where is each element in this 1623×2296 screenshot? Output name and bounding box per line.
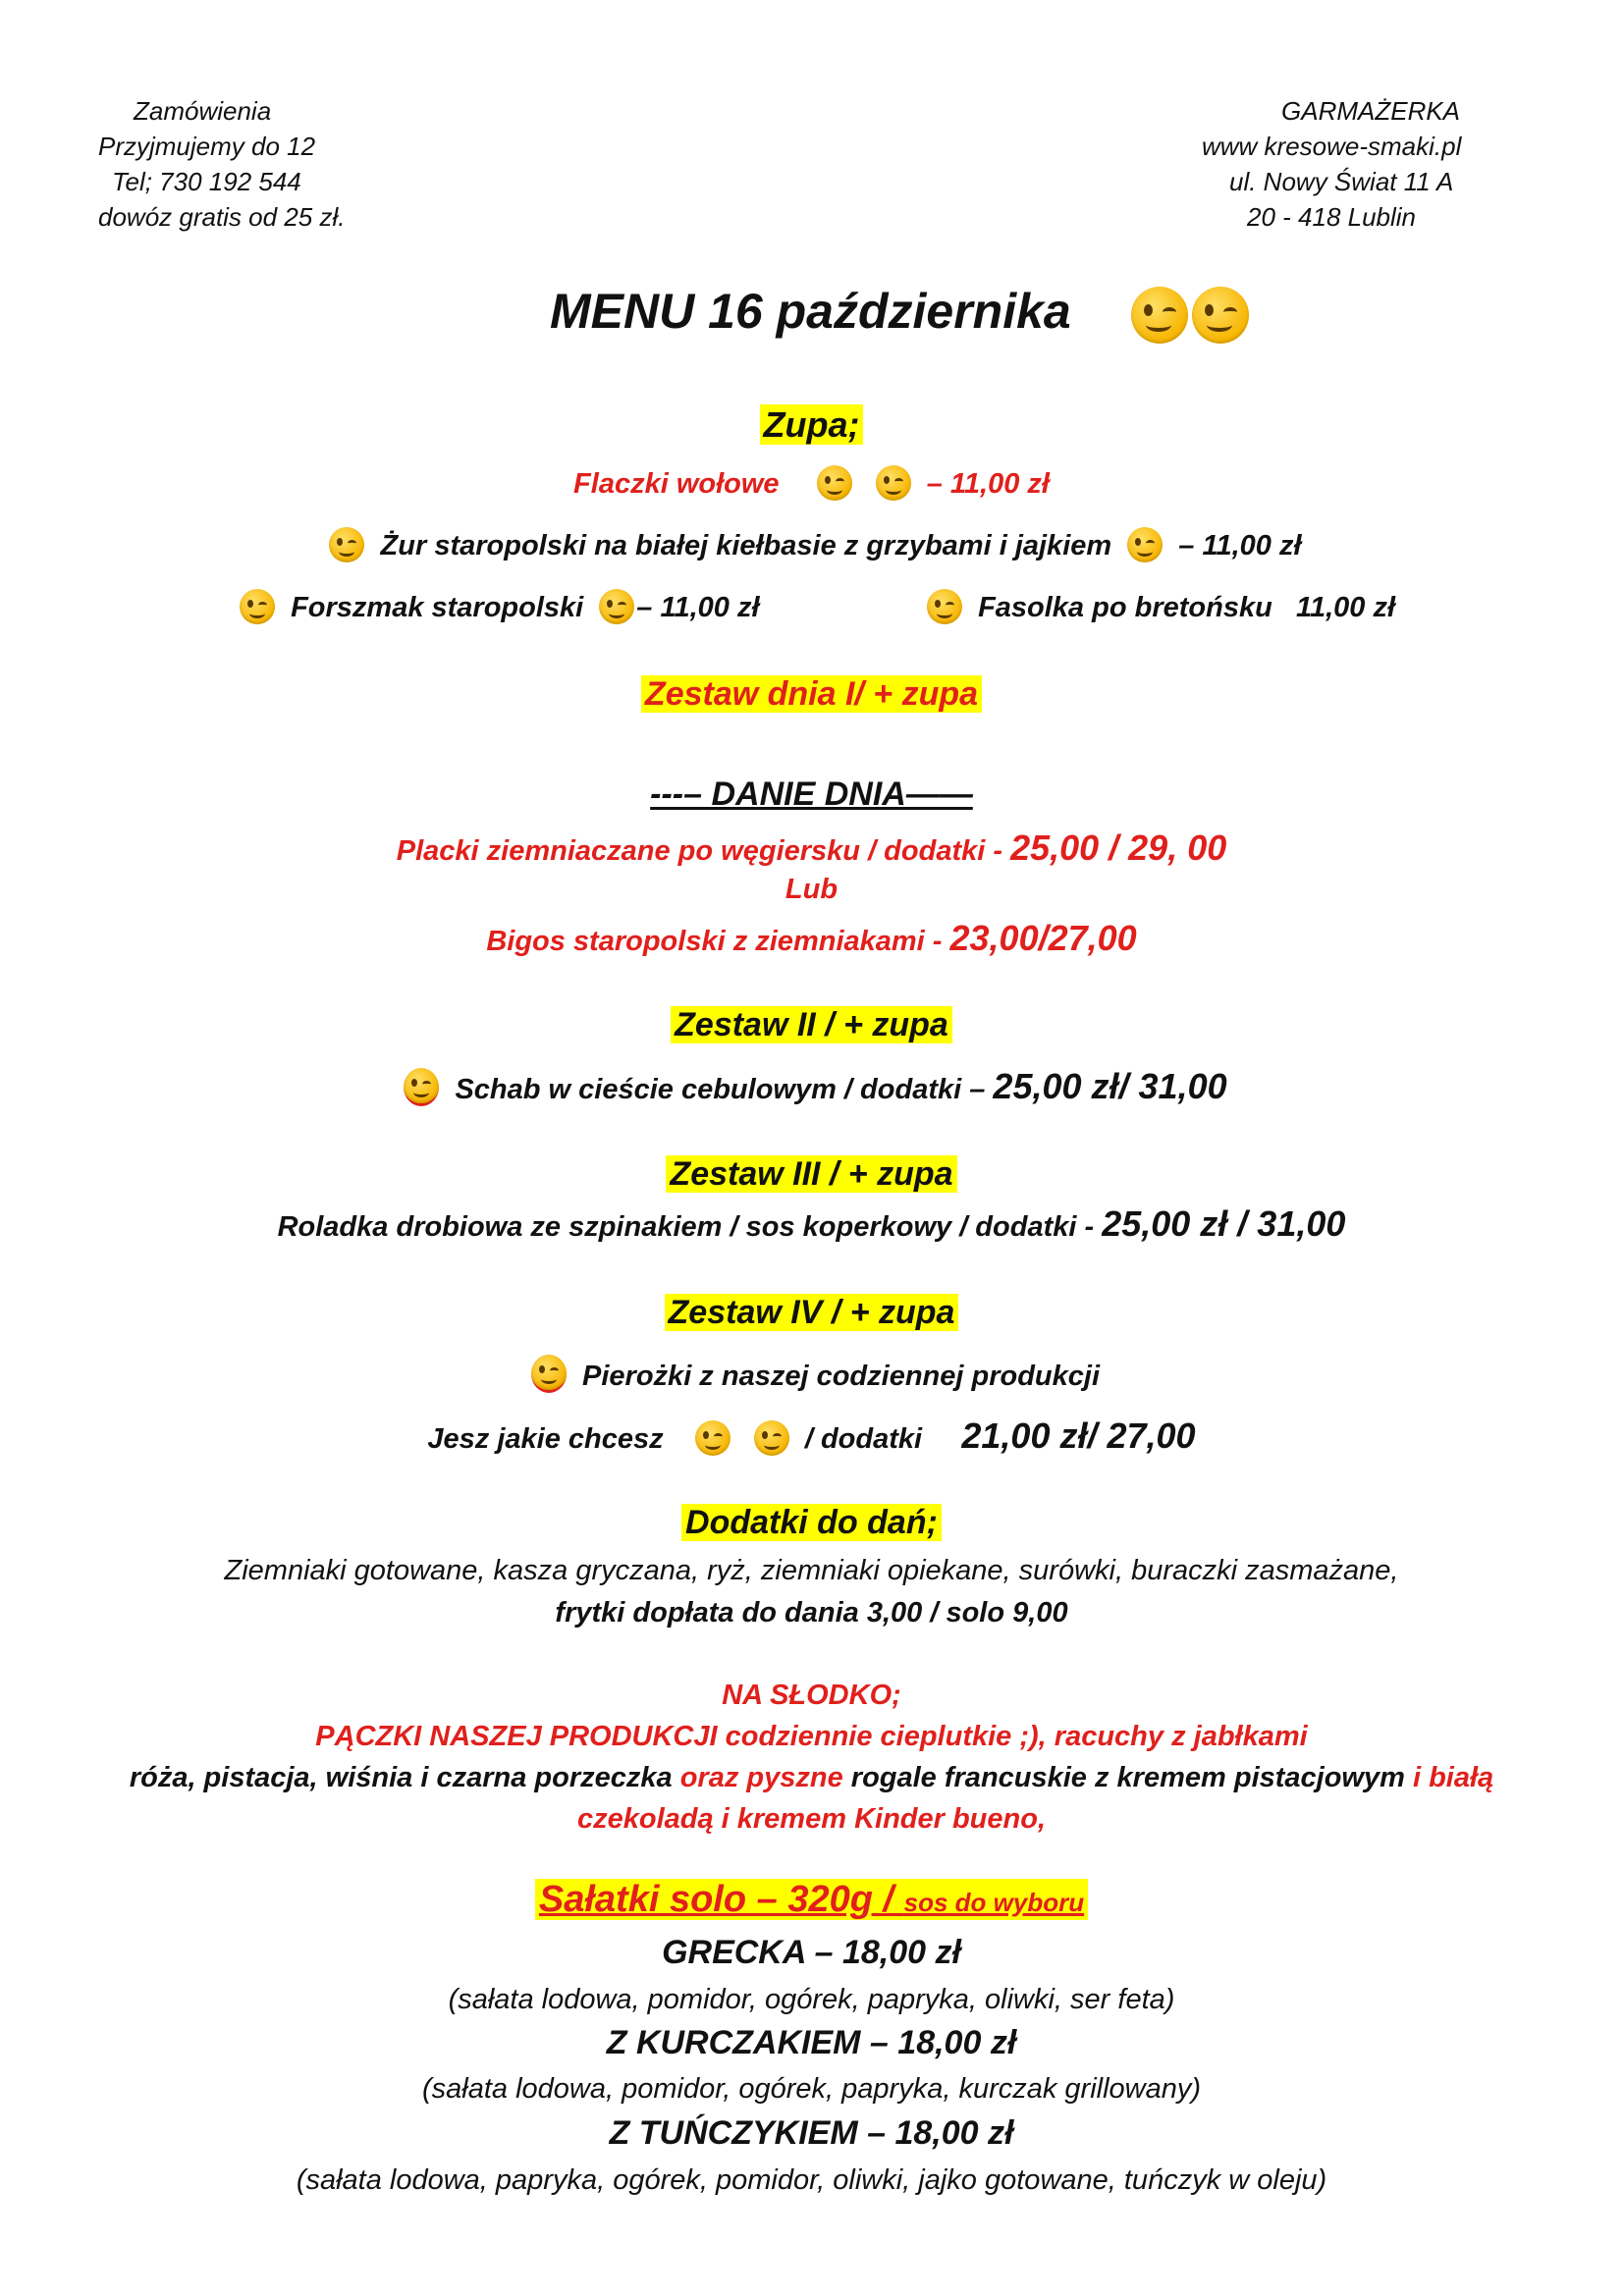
header-orders: Zamówienia — [134, 96, 272, 126]
zupa-item-2-name: Żur staropolski na białej kiełbasie z grzybami i jajkiem — [380, 530, 1112, 561]
page-title-text: MENU 16 października — [550, 284, 1071, 339]
winking-face-icon — [329, 527, 364, 562]
zupa-item-4-price: 11,00 zł — [1295, 592, 1396, 623]
salatki-heading-sub: sos do wyboru — [903, 1888, 1085, 1917]
zupa-item-2-price: – 11,00 zł — [1178, 530, 1302, 561]
zupa-item-4-name: Fasolka po bretońsku — [978, 592, 1272, 623]
salatka-tunczyk-name: Z TUŃCZYKIEM – 18,00 zł — [609, 2114, 1014, 2152]
salatki-heading-main: Sałatki solo – 320g / — [538, 1879, 904, 1920]
zestaw4-line-2-price: 21,00 zł/ 27,00 — [961, 1415, 1196, 1456]
slodko-line-2 — [0, 1762, 1623, 1794]
page-title — [550, 283, 1071, 340]
winking-face-icon — [1192, 287, 1249, 344]
zupa-item-2 — [0, 527, 1623, 562]
winking-face-icon — [240, 589, 275, 624]
salatka-kurczak-desc: (sałata lodowa, pomidor, ogórek, papryka, kurczak grillowany) — [421, 2073, 1202, 2105]
header-delivery: dowóz gratis od 25 zł. — [98, 202, 346, 232]
header-website: www kresowe-smaki.pl — [1202, 132, 1462, 161]
zupa-item-1-price: – 11,00 zł — [926, 468, 1050, 500]
slodko-line-3: czekoladą i kremem Kinder bueno, — [576, 1803, 1047, 1835]
slodko-line-1-b: codziennie cieplutkie ;), racuchy z jabłkami — [717, 1721, 1308, 1752]
slodko-line-2-d: i białą — [1404, 1762, 1494, 1793]
winking-face-icon — [754, 1420, 789, 1456]
zupa-item-3 — [232, 589, 760, 624]
dodatki-heading: Dodatki do dań; — [0, 1504, 1623, 1542]
zestaw1-item-1 — [0, 828, 1623, 869]
winking-face-icon — [817, 465, 852, 501]
salatka-kurczak-name: Z KURCZAKIEM – 18,00 zł — [606, 2024, 1017, 2061]
winking-face-icon — [599, 589, 634, 624]
header-company: GARMAŻERKA — [1281, 96, 1461, 126]
winking-face-icon — [531, 1355, 567, 1393]
header-right — [1178, 93, 1532, 235]
zestaw3-heading: Zestaw III / + zupa — [0, 1155, 1623, 1194]
zestaw4-heading: Zestaw IV / + zupa — [0, 1294, 1623, 1332]
zestaw2-heading: Zestaw II / + zupa — [0, 1006, 1623, 1044]
winking-face-icon — [1131, 287, 1188, 344]
winking-face-icon — [404, 1068, 439, 1106]
zupa-heading: Zupa; — [0, 404, 1623, 446]
zupa-item-4 — [919, 589, 1395, 624]
header-left — [98, 93, 393, 235]
zestaw4-line-2 — [0, 1415, 1623, 1457]
zestaw1-item-2 — [0, 918, 1623, 959]
zestaw2-item-name: Schab w cieście cebulowym / dodatki – — [455, 1074, 994, 1105]
dodatki-line-1: Ziemniaki gotowane, kasza gryczana, ryż, ziemniaki opiekane, surówki, buraczki zasmażane, — [224, 1555, 1399, 1586]
zupa-item-3-price: – 11,00 zł — [636, 592, 760, 623]
dodatki-line-2: frytki dopłata do dania 3,00 / solo 9,00 — [555, 1597, 1068, 1629]
winking-face-icon — [927, 589, 962, 624]
winking-face-icon — [695, 1420, 730, 1456]
zestaw1-item-2-name: Bigos staropolski z ziemniakami - — [486, 926, 950, 957]
title-emojis — [1129, 287, 1251, 344]
zestaw1-item-2-price: 23,00/27,00 — [949, 918, 1137, 958]
header-street: ul. Nowy Świat 11 A — [1229, 167, 1454, 196]
winking-face-icon — [876, 465, 911, 501]
slodko-line-2-b: oraz pyszne — [679, 1762, 851, 1793]
zestaw1-heading: Zestaw dnia I/ + zupa — [0, 675, 1623, 714]
zestaw2-item — [0, 1066, 1623, 1107]
slodko-line-1-a: PĄCZKI NASZEJ PRODUKCJI — [315, 1721, 718, 1752]
zestaw1-or: Lub — [784, 874, 839, 905]
zestaw4-line-2-mid: / dodatki — [804, 1423, 923, 1455]
salatka-grecka-name: GRECKA – 18,00 zł — [662, 1934, 961, 1971]
salatki-heading — [0, 1879, 1623, 1921]
slodko-line-2-c: rogale francuskie z kremem pistacjowym — [850, 1762, 1405, 1793]
zupa-item-1 — [0, 465, 1623, 501]
header-hours: Przyjmujemy do 12 — [98, 132, 316, 161]
zestaw1-item-1-price: 25,00 / 29, 00 — [1010, 828, 1227, 868]
salatka-grecka-desc: (sałata lodowa, pomidor, ogórek, papryka, oliwki, ser feta) — [448, 1984, 1175, 2015]
zupa-item-3-name: Forszmak staropolski — [291, 592, 584, 623]
salatka-tunczyk-desc: (sałata lodowa, papryka, ogórek, pomidor, oliwki, jajko gotowane, tuńczyk w oleju) — [296, 2164, 1327, 2196]
slodko-heading: NA SŁODKO; — [722, 1680, 901, 1711]
winking-face-icon — [1127, 527, 1163, 562]
zestaw2-item-price: 25,00 zł/ 31,00 — [993, 1066, 1227, 1106]
zestaw3-item-price: 25,00 zł / 31,00 — [1102, 1203, 1346, 1244]
slodko-line-2-a: róża, pistacja, wiśnia i czarna porzeczka — [129, 1762, 680, 1793]
danie-dnia-heading: ---– DANIE DNIA—— — [650, 775, 973, 813]
header-phone: Tel; 730 192 544 — [112, 167, 301, 196]
header-city: 20 - 418 Lublin — [1247, 202, 1417, 232]
zestaw3-item-name: Roladka drobiowa ze szpinakiem / sos koperkowy / dodatki - — [277, 1211, 1103, 1243]
zupa-item-1-name: Flaczki wołowe — [573, 468, 780, 500]
zestaw3-item — [0, 1203, 1623, 1245]
zestaw4-item-name: Pierożki z naszej codziennej produkcji — [582, 1361, 1101, 1392]
zestaw1-item-1-name: Placki ziemniaczane po węgiersku / dodatki - — [396, 835, 1011, 867]
zestaw4-line-2-left: Jesz jakie chcesz — [427, 1423, 664, 1455]
zestaw4-item — [0, 1355, 1623, 1393]
slodko-line-1 — [0, 1721, 1623, 1753]
